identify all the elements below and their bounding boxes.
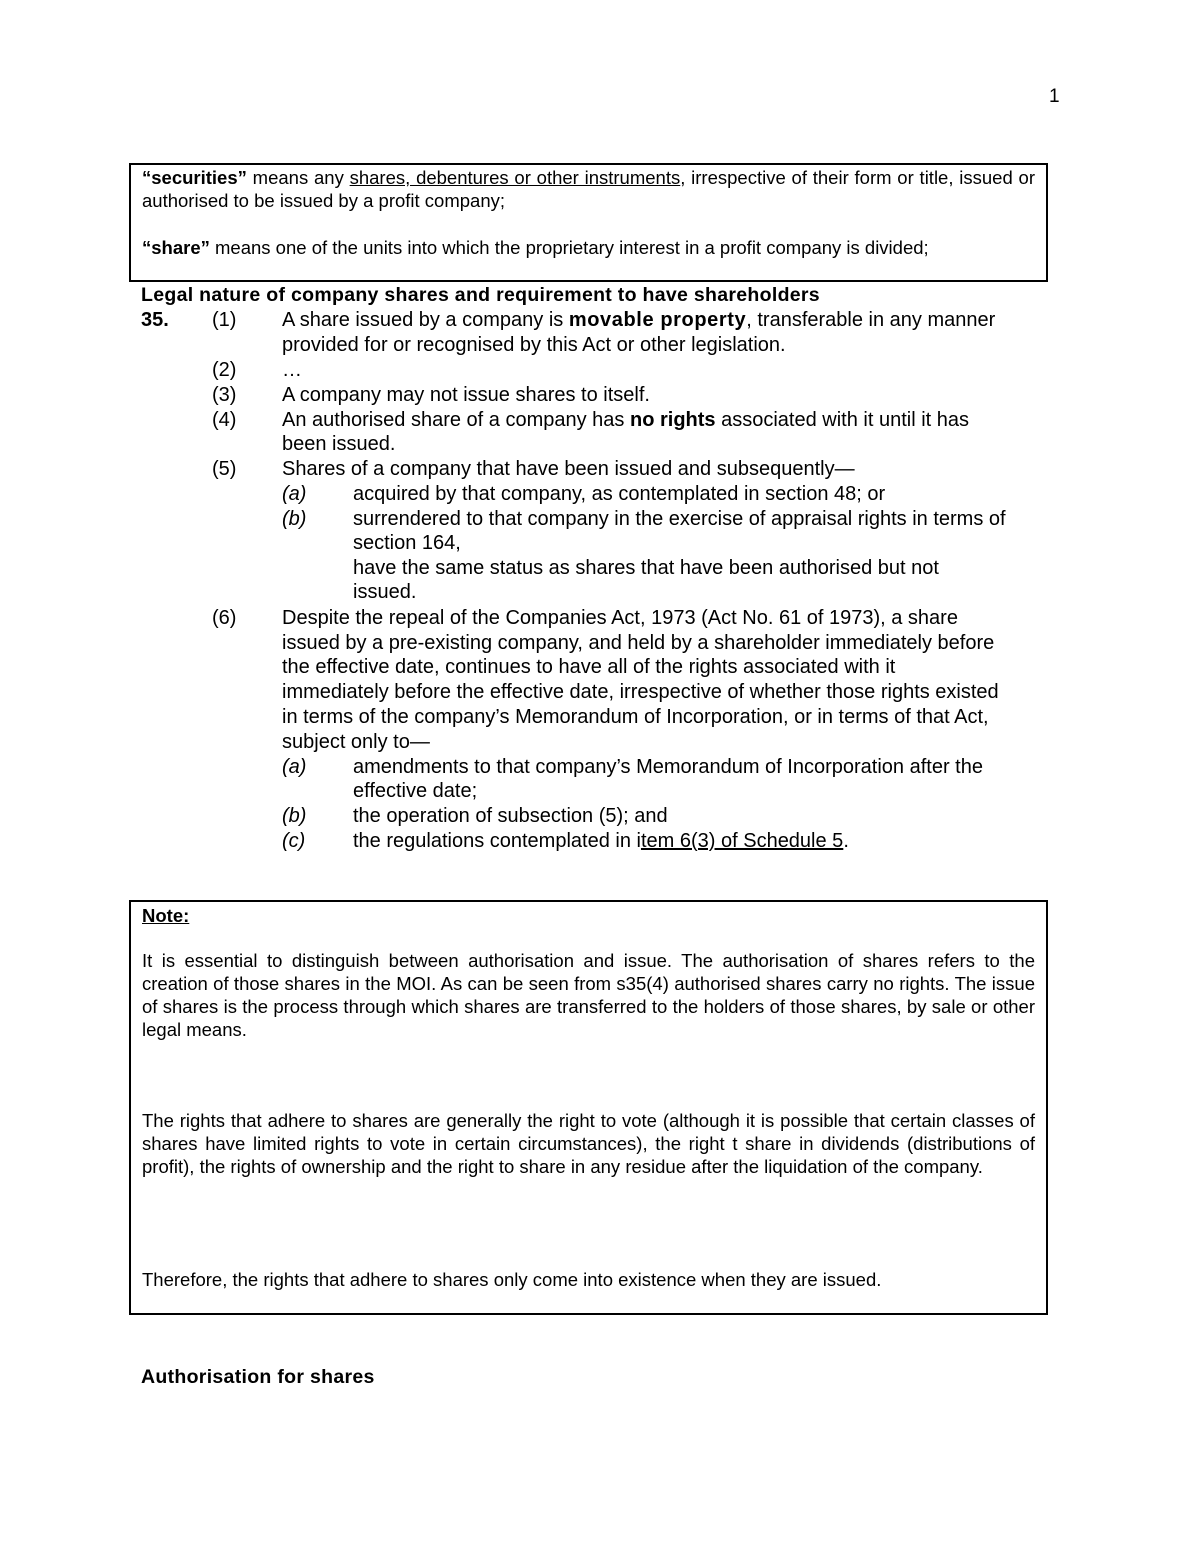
movable-property-term: movable property [568,309,747,331]
subsection-6-a-label: (a) [282,756,307,778]
note-paragraph-1: It is essential to distinguish between authorisation and issue. The authorisation of shares refers to the creation of those shares in the MOI. As can be seen from s35(4) authorised shares carry no rights. The issue of shares is the process through which shares are transferred to the holders of those shares, by sale or other legal means. [142,950,1035,1040]
authorisation-heading: Authorisation for shares [141,1366,375,1388]
subsection-5-a-label: (a) [282,483,307,505]
subsection-5-text: Shares of a company that have been issued and subsequently— [282,458,855,480]
subsection-1-text: A share issued by a company is movable property, transferable in any manner [282,309,996,331]
subsection-5-tail: have the same status as shares that have been authorised but not [353,557,939,579]
subsection-5-b-label: (b) [282,508,307,530]
securities-definition: “securities” means any shares, debentures or other instruments, irrespective of their form or title, issued or authorised to be issued by a profit company; [142,167,1035,211]
note-title: Note: [142,905,190,926]
subsection-5-a-text: acquired by that company, as contemplated in section 48; or [353,483,886,505]
securities-term: “securities” [142,167,247,188]
subsection-2-number: (2) [212,359,237,381]
subsection-6-line: in terms of the company’s Memorandum of Incorporation, or in terms of that Act, [282,706,989,728]
subsection-5-number: (5) [212,458,237,480]
subsection-6-number: (6) [212,607,237,629]
subsection-6-line: issued by a pre-existing company, and held by a shareholder immediately before [282,632,995,654]
page-number: 1 [1049,86,1060,107]
subsection-3-number: (3) [212,384,237,406]
subsection-4-number: (4) [212,409,237,431]
subsection-2-text: … [282,359,302,381]
subsection-6-line: the effective date, continues to have all of the rights associated with it [282,656,896,678]
subsection-6-c-label: (c) [282,830,306,852]
subsection-5-b-text-line2: section 164, [353,532,461,554]
subsection-1-number: (1) [212,309,237,331]
subsection-6-line: Despite the repeal of the Companies Act, 1973 (Act No. 61 of 1973), a share [282,607,958,629]
subsection-6-line: subject only to— [282,731,430,753]
subsection-6-b-text: the operation of subsection (5); and [353,805,668,827]
section-number: 35. [141,309,169,331]
share-term: “share” [142,237,210,258]
subsection-6-line: immediately before the effective date, irrespective of whether those rights existed [282,681,999,703]
subsection-6-a-text: amendments to that company’s Memorandum of Incorporation after the [353,756,983,778]
subsection-1-text-line2: provided for or recognised by this Act or other legislation. [282,334,786,356]
subsection-6-a-text-line2: effective date; [353,780,478,802]
note-paragraph-2: The rights that adhere to shares are generally the right to vote (although it is possible that certain classes of shares have limited rights to vote in certain circumstances), the right t share in dividends (distributions of profit), the rights of ownership and the right to share in any residue after the liquidation of the company. [142,1110,1035,1177]
share-definition: “share” means one of the units into which the proprietary interest in a profit company is divided; [142,237,929,258]
note-paragraph-3: Therefore, the rights that adhere to shares only come into existence when they are issued. [142,1269,882,1290]
subsection-3-text: A company may not issue shares to itself. [282,384,650,406]
securities-instruments-link[interactable]: shares, debentures or other instruments [349,167,681,188]
no-rights-term: no rights [630,409,716,431]
subsection-5-b-text: surrendered to that company in the exercise of appraisal rights in terms of [353,508,1006,530]
subsection-4-text-line2: been issued. [282,433,396,455]
subsection-5-tail-line2: issued. [353,581,417,603]
subsection-6-b-label: (b) [282,805,307,827]
schedule-5-link[interactable]: tem 6(3) of Schedule 5 [640,830,844,852]
subsection-4-text: An authorised share of a company has no rights associated with it until it has [282,409,970,431]
subsection-6-c-text: the regulations contemplated in item 6(3) of Schedule 5. [353,830,849,852]
section-heading: Legal nature of company shares and requirement to have shareholders [141,284,820,306]
